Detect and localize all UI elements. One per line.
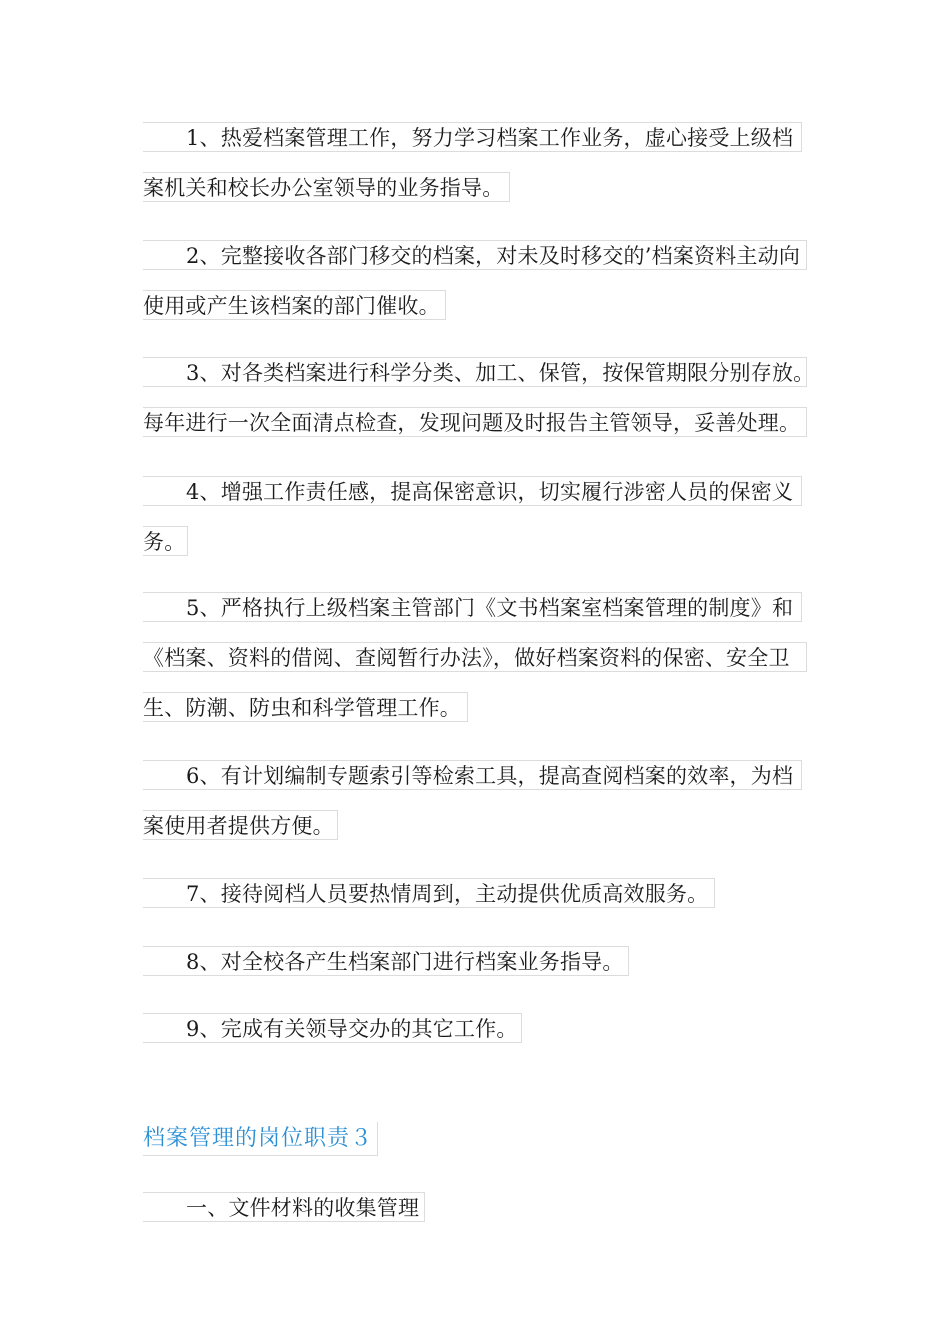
paragraph-4-line-2: 务。: [143, 526, 188, 556]
paragraph-3-line-2: 每年进行一次全面清点检查，发现问题及时报告主管领导，妥善处理。: [143, 407, 807, 437]
paragraph-5-line-1: 5、严格执行上级档案主管部门《文书档案室档案管理的制度》和: [143, 592, 802, 622]
paragraph-2-line-2: 使用或产生该档案的部门催收。: [143, 290, 446, 320]
paragraph-3-line-1: 3、对各类档案进行科学分类、加工、保管，按保管期限分别存放。: [143, 357, 807, 387]
paragraph-1-line-2: 案机关和校长办公室领导的业务指导。: [143, 172, 510, 202]
paragraph-4-line-1: 4、增强工作责任感，提高保密意识，切实履行涉密人员的保密义: [143, 476, 802, 506]
paragraph-7-line-1: 7、接待阅档人员要热情周到，主动提供优质高效服务。: [143, 878, 715, 908]
paragraph-2-line-1: 2、完整接收各部门移交的档案，对未及时移交的’档案资料主动向: [143, 240, 807, 270]
paragraph-8-line-1: 8、对全校各产生档案部门进行档案业务指导。: [143, 946, 629, 976]
section-heading: 档案管理的岗位职责３: [143, 1122, 378, 1156]
paragraph-9-line-1: 9、完成有关领导交办的其它工作。: [143, 1013, 522, 1043]
paragraph-6-line-1: 6、有计划编制专题索引等检索工具，提高查阅档案的效率，为档: [143, 760, 802, 790]
paragraph-5-line-2: 《档案、资料的借阅、查阅暂行办法》，做好档案资料的保密、安全卫: [143, 642, 807, 672]
paragraph-6-line-2: 案使用者提供方便。: [143, 810, 338, 840]
subsection-title: 一、文件材料的收集管理: [143, 1192, 425, 1222]
paragraph-1-line-1: 1、热爱档案管理工作，努力学习档案工作业务，虚心接受上级档: [143, 122, 802, 152]
paragraph-5-line-3: 生、防潮、防虫和科学管理工作。: [143, 692, 468, 722]
